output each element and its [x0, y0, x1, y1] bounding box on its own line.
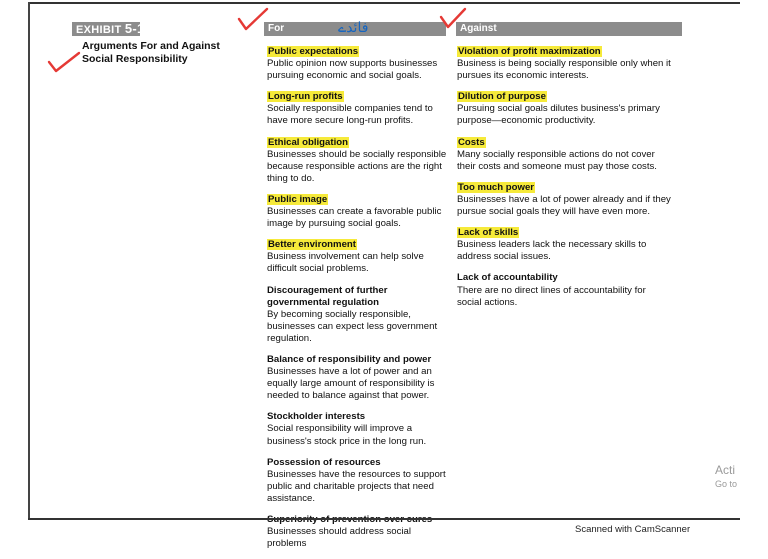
argument-description: Businesses should address social problems — [267, 526, 411, 550]
argument-description: Social responsibility will improve a business's stock price in the long run. — [267, 423, 427, 447]
argument-heading: Ethical obligation — [268, 136, 348, 148]
argument-description: Businesses can create a favorable public image by pursuing social goals. — [267, 206, 442, 230]
argument-description: Businesses have a lot of power already and if they pursue social goals they will have even more. — [457, 193, 671, 218]
scanner-footer: Scanned with CamScanner — [575, 524, 691, 535]
argument-item — [267, 46, 447, 82]
argument-heading: Long-run profits — [268, 91, 343, 103]
argument-item — [267, 137, 447, 185]
argument-heading: Discouragement of further governmental regulation — [267, 284, 388, 308]
argument-heading: Costs — [458, 136, 485, 148]
argument-description: Many socially responsible actions do not cover their costs and someone must pay those costs. — [457, 148, 657, 172]
checkmark-icon — [236, 6, 270, 32]
argument-description: There are no direct lines of accountability for social actions. — [457, 284, 646, 308]
checkmark-icon — [438, 6, 468, 30]
argument-description: Business leaders lack the necessary skills to address social issues. — [457, 239, 647, 263]
checkmark-icon — [46, 50, 82, 76]
argument-heading: Public expectations — [268, 46, 359, 57]
argument-description: Businesses should be socially responsible because responsible actions are the right thing to do. — [267, 148, 447, 184]
argument-heading: Lack of accountability — [457, 272, 558, 284]
argument-item — [267, 239, 447, 275]
argument-heading: Lack of skills — [458, 227, 519, 239]
against-arguments-list — [457, 46, 672, 318]
argument-heading: Public image — [268, 193, 328, 205]
argument-heading: Stockholder interests — [267, 411, 366, 423]
argument-description: Businesses have the resources to support public and charitable projects that need assistance. — [267, 468, 446, 504]
argument-description: Businesses have a lot of power and an equally large amount of responsibility is needed to balance against that power. — [267, 366, 435, 402]
page-top-border — [28, 2, 740, 4]
for-column-header: For — [268, 23, 285, 34]
argument-description: Pursuing social goals dilutes business's primary purpose—economic productivity. — [457, 103, 660, 127]
argument-item — [267, 411, 447, 447]
argument-description: By becoming socially responsible, businesses can expect less government regulation. — [267, 308, 438, 344]
exhibit-label: EXHIBIT 5-1 — [76, 21, 145, 36]
watermark-text: Acti — [715, 463, 736, 477]
argument-item — [267, 91, 447, 127]
argument-item — [267, 354, 447, 402]
argument-item — [457, 227, 672, 263]
watermark-subtext: Go to — [715, 479, 738, 489]
argument-item — [267, 194, 447, 230]
argument-item — [457, 91, 672, 127]
exhibit-title: Arguments For and Against Social Responsibility — [82, 40, 220, 65]
argument-heading: Possession of resources — [267, 456, 381, 468]
argument-heading: Violation of profit maximization — [458, 46, 601, 57]
argument-item — [457, 46, 672, 82]
page-left-border — [28, 2, 30, 520]
argument-heading: Balance of responsibility and power — [267, 353, 432, 365]
argument-description: Business involvement can help solve difficult social problems. — [267, 251, 424, 275]
argument-description: Public opinion now supports businesses pursuing economic and social goals. — [267, 58, 438, 82]
page-bottom-border — [28, 518, 740, 520]
against-column-header: Against — [460, 23, 497, 34]
argument-item — [267, 285, 447, 345]
urdu-annotation: فائدے — [338, 19, 369, 35]
argument-item — [267, 457, 447, 505]
argument-heading: Too much power — [458, 181, 535, 193]
argument-item — [457, 272, 672, 308]
argument-description: Business is being socially responsible only when it pursues its economic interests. — [457, 58, 671, 82]
argument-description: Socially responsible companies tend to have more secure long-run profits. — [267, 103, 433, 127]
argument-heading: Dilution of purpose — [458, 91, 546, 103]
argument-item — [457, 137, 672, 173]
argument-item — [457, 182, 672, 218]
for-arguments-list — [267, 46, 447, 559]
argument-heading: Better environment — [268, 239, 356, 251]
